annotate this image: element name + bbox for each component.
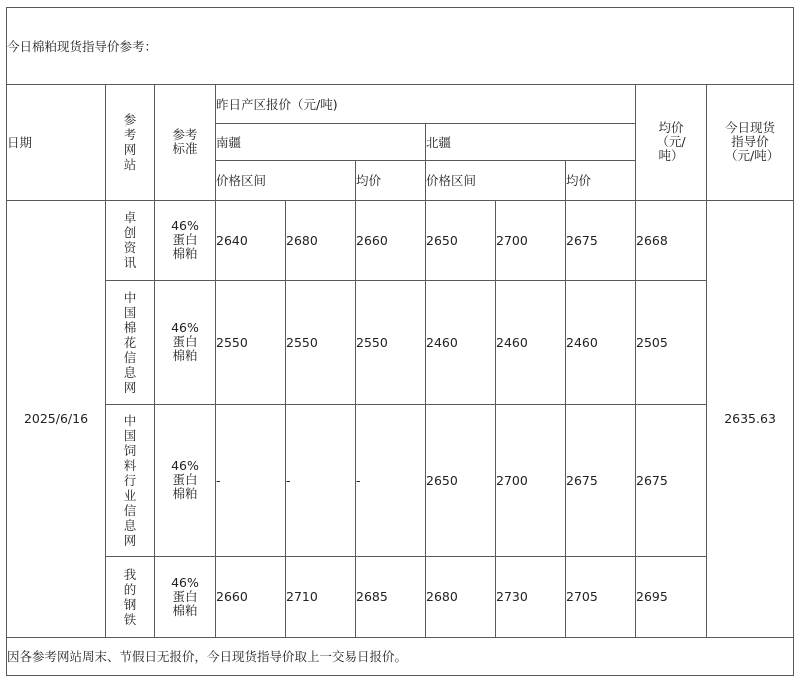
north-high-cell: 2700 xyxy=(496,405,566,556)
south-low-cell: 2550 xyxy=(216,280,286,404)
header-south-avg: 均价 xyxy=(356,161,426,200)
avg-cell: 2675 xyxy=(636,405,707,556)
north-low-cell: 2680 xyxy=(426,556,496,637)
table-row xyxy=(7,405,794,556)
header-yesterday-quotes: 昨日产区报价（元/吨) xyxy=(216,85,636,124)
header-south: 南疆 xyxy=(216,124,426,161)
north-avg-cell: 2675 xyxy=(566,405,636,556)
avg-cell: 2505 xyxy=(636,280,707,404)
south-low-cell: 2640 xyxy=(216,200,286,280)
north-avg-cell: 2675 xyxy=(566,200,636,280)
south-avg-cell: 2660 xyxy=(356,200,426,280)
header-north-avg: 均价 xyxy=(566,161,636,200)
south-avg-cell: 2550 xyxy=(356,280,426,404)
header-today-price: 今日现货指导价（元/吨） xyxy=(707,85,794,200)
price-table xyxy=(6,7,794,676)
header-south-range: 价格区间 xyxy=(216,161,356,200)
south-high-cell: 2710 xyxy=(286,556,356,637)
north-high-cell: 2730 xyxy=(496,556,566,637)
north-avg-cell: 2705 xyxy=(566,556,636,637)
north-low-cell: 2650 xyxy=(426,405,496,556)
north-low-cell: 2460 xyxy=(426,280,496,404)
table-row xyxy=(7,280,794,404)
header-north: 北疆 xyxy=(426,124,636,161)
standard-cell: 46%蛋白棉粕 xyxy=(155,280,216,404)
standard-cell: 46%蛋白棉粕 xyxy=(155,405,216,556)
header-standard: 参考标准 xyxy=(155,85,216,200)
header-north-range: 价格区间 xyxy=(426,161,566,200)
south-avg-cell: - xyxy=(356,405,426,556)
header-date: 日期 xyxy=(7,85,106,200)
table-footnote: 因各参考网站周末、节假日无报价，今日现货指导价取上一交易日报价。 xyxy=(7,637,794,675)
site-cell: 中国棉花信息网 xyxy=(106,280,155,404)
south-low-cell: 2660 xyxy=(216,556,286,637)
south-avg-cell: 2685 xyxy=(356,556,426,637)
header-site: 参考网站 xyxy=(106,85,155,200)
avg-cell: 2668 xyxy=(636,200,707,280)
standard-cell: 46%蛋白棉粕 xyxy=(155,556,216,637)
avg-cell: 2695 xyxy=(636,556,707,637)
site-cell: 我的钢铁 xyxy=(106,556,155,637)
south-high-cell: 2680 xyxy=(286,200,356,280)
today-price-cell: 2635.63 xyxy=(707,200,794,637)
south-high-cell: 2550 xyxy=(286,280,356,404)
table-row xyxy=(7,556,794,637)
table-caption: 今日棉粕现货指导价参考： xyxy=(7,8,794,85)
site-cell: 中国饲料行业信息网 xyxy=(106,405,155,556)
table-row xyxy=(7,200,794,280)
north-high-cell: 2460 xyxy=(496,280,566,404)
site-cell: 卓创资讯 xyxy=(106,200,155,280)
north-avg-cell: 2460 xyxy=(566,280,636,404)
standard-cell: 46%蛋白棉粕 xyxy=(155,200,216,280)
south-high-cell: - xyxy=(286,405,356,556)
south-low-cell: - xyxy=(216,405,286,556)
north-low-cell: 2650 xyxy=(426,200,496,280)
header-avg: 均价（元/吨） xyxy=(636,85,707,200)
north-high-cell: 2700 xyxy=(496,200,566,280)
date-cell: 2025/6/16 xyxy=(7,200,106,637)
